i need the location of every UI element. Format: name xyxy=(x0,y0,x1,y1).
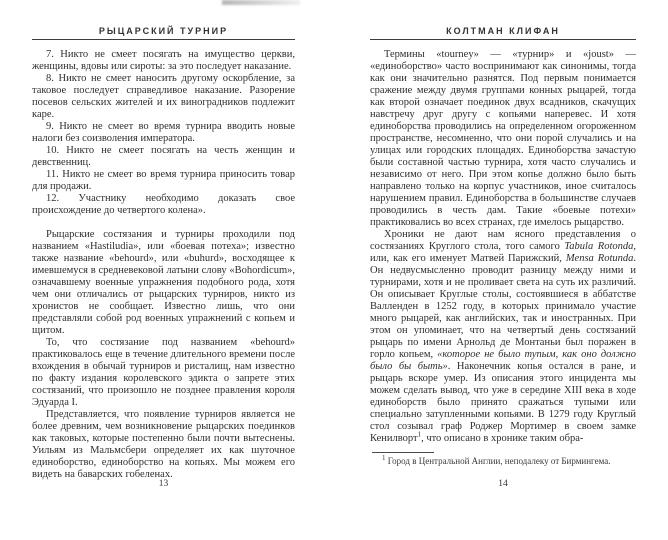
paragraph xyxy=(32,121,295,145)
text-run: , или, как его именует Матвей Парижский, xyxy=(370,241,636,264)
italic-run: Mensa Rotunda xyxy=(565,253,634,264)
text-run: Рыцарские состязания и турниры проходили под названием «Hastiludia», или «боевая потеха»; известно также название «behourd», или «buhurd», восходящее к имевшемуся в средневековой латыни слову «Bohordicum», означавшему военные упражнения подобного рода, хотя чем они отличались от рыцарских турниров, никто из хронистов не сообщает. Известно лишь, что они представляли собой род военных упражнений с копьем и щитом. xyxy=(32,229,295,336)
paragraph xyxy=(370,229,636,445)
text-run: 7. Никто не смеет посягать на имущество церкви, женщины, вдовы или сироты: за это последует наказание. xyxy=(32,49,295,72)
footnote-rule xyxy=(372,452,434,453)
book-page-left xyxy=(32,0,295,540)
paragraph xyxy=(32,73,295,121)
page-number-left: 13 xyxy=(158,479,169,489)
text-run: 10. Никто не смеет посягать на честь женщин и девственниц. xyxy=(32,145,295,168)
paragraph xyxy=(32,169,295,193)
footnote xyxy=(370,456,636,467)
text-run: То, что состязание под названием «behourd» практиковалось еще в течение длительного времени после вхождения в обычай турниров и ристалищ, нам известно по факту издания королевского эдикта о запрете этих состязаний, что произошло не позднее правления короля Эдуарда I. xyxy=(32,337,295,408)
running-head-left: РЫЦАРСКИЙ ТУРНИР xyxy=(98,26,229,36)
footnote-reference: 1 xyxy=(417,430,422,439)
text-run: . Наконечник копья остался в ране, и рыцарь вскоре умер. Из описания этого инцидента мы можем сделать вывод, что уже в середине XIII века в ходе единоборств было принято сражаться тупыми или специально затупленными копьями. В 1279 году Круглый стол созывал граф Роджер Мортимер в своем замке Кенилворт xyxy=(370,361,636,444)
text-run: 9. Никто не смеет во время турнира вводить новые налоги без соизволения императора. xyxy=(32,121,295,144)
header-rule-right xyxy=(370,39,636,40)
text-run: Термины «tourney» — «турнир» и «joust» — «единоборство» часто воспринимают как синонимы, тогда как они значительно разнятся. Под первым понимается сражение между двумя группами конных рыцарей, тогда как второй означает поединок двух всадников, скачущих навстречу друг другу с копьями наперевес. И хотя единоборства проводились на определенном огороженном пространстве, несомненно, что они порой случались и на улицах или городских площадях. Единоборства зачастую были составной частью турнира, хотя часто случались и независимо от него. При этом копье должно было быть направлено только на корпус участников, иное считалось нарушением правил. Единоборства в большинстве случаев проводились в честь дам. Такие «боевые потехи» практиковались во всех странах, где имелось рыцарство. xyxy=(370,49,636,228)
text-run: 8. Никто не смеет наносить другому оскорбление, за таковое последует справедливое наказание. Разорение посевов сельских жителей и их виноградников подлежит каре. xyxy=(32,73,295,120)
footnote-marker: 1 xyxy=(382,454,386,462)
paragraph xyxy=(32,193,295,217)
paragraph xyxy=(32,49,295,73)
page-number-right: 14 xyxy=(498,479,508,489)
paragraph xyxy=(32,145,295,169)
paragraph xyxy=(32,229,295,337)
text-run: 11. Никто не смеет во время турнира приносить товар для продажи. xyxy=(32,169,295,192)
page-body-right xyxy=(370,49,636,445)
paragraph xyxy=(370,49,636,229)
text-run: Хроники не дают нам ясного представления о состязаниях Круглого стола, того самого xyxy=(370,229,636,252)
paragraph xyxy=(32,337,295,409)
italic-run: Tabula Rotonda xyxy=(564,241,634,252)
text-run: . Он недвусмысленно проводит разницу между ними и турнирами, хотя и не проливает света на суть их различий. Он описывает Круглые столы, состоявшиеся в аббатстве Валленден в 1252 году, в которых принимало участие много рыцарей, как английских, так и иностранных. При этом он упоминает, что на четвертый день состязаний рыцарь по имени Арнольд де Монтаньи был поражен в горло копьем, xyxy=(370,253,636,360)
text-run: 12. Участнику необходимо доказать свое происхождение до четвертого колена». xyxy=(32,193,295,216)
paragraph xyxy=(32,409,295,481)
text-run: Представляется, что появление турниров является не более древним, чем возникновение рыцарских поединков как таковых, которые постепенно были почти вытеснены. Уильям из Мальмсбери определяет их как шуточное единоборство, единоборство на копьях. Мы можем его видеть на баварских гобеленах. xyxy=(32,409,295,480)
running-head-right: КОЛТМАН КЛИФАН xyxy=(446,26,560,36)
italic-run: «которое не было тупым, как оно должно было бы быть» xyxy=(370,349,636,372)
footnote-text: Город в Центральной Англии, неподалеку от Бирмингема. xyxy=(385,456,611,466)
text-run: , что описано в хронике таким обра- xyxy=(421,433,584,444)
page-body-left xyxy=(32,49,295,481)
header-rule-left xyxy=(32,39,295,40)
book-page-right xyxy=(370,0,636,540)
